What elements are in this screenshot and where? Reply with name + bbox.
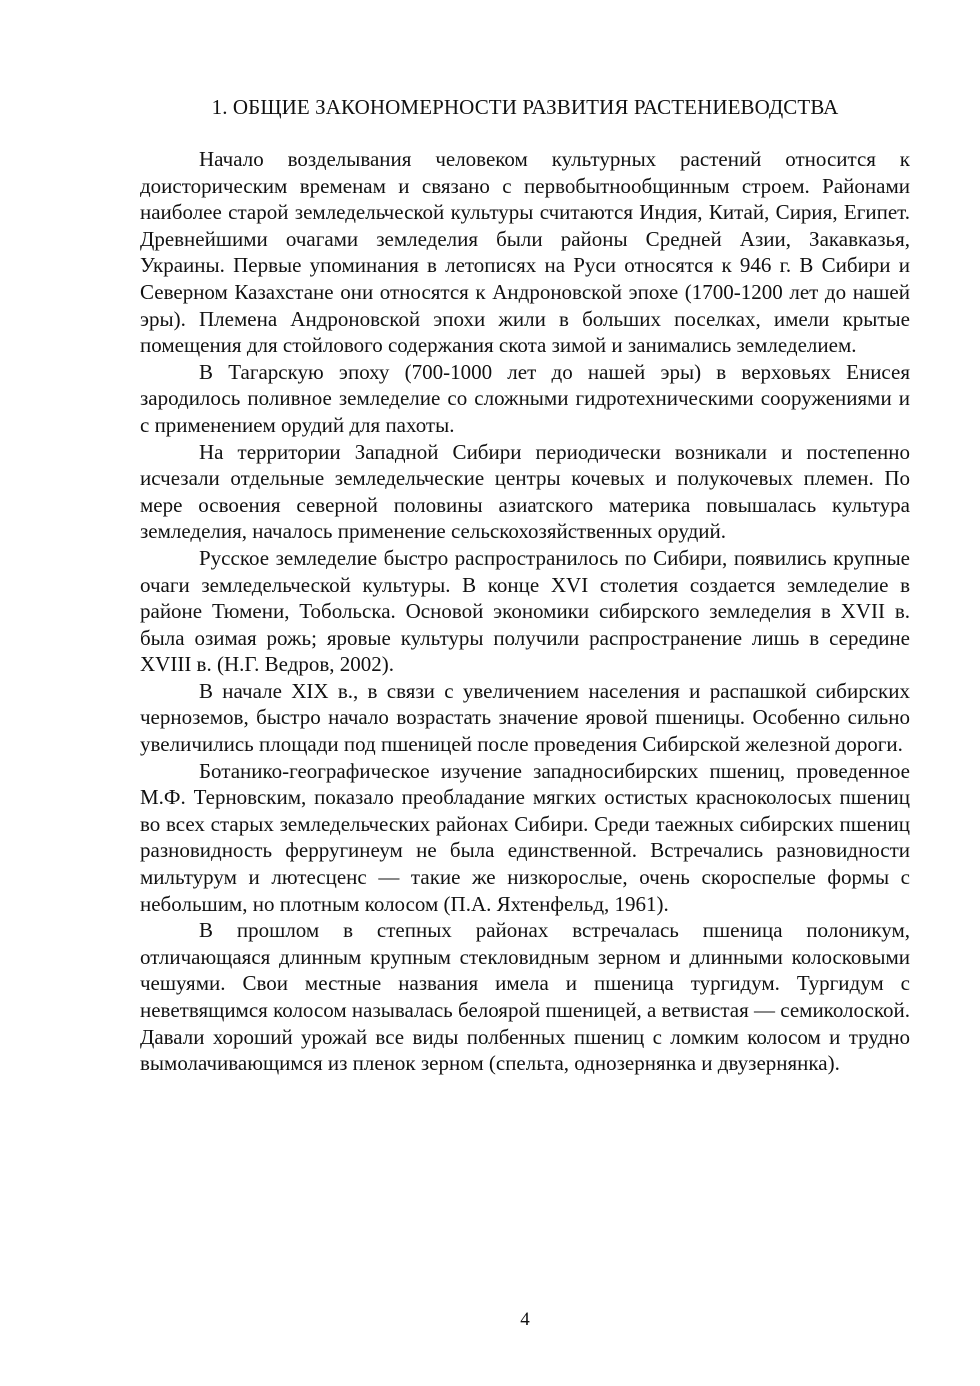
paragraph-7: В прошлом в степных районах встречалась пшеница полоникум, отличающаяся длинным крупным стекловидным зерном и длинными колосковыми чешуями. Свои местные названия имела и пшеница тургидум. Тургидум с неветвящимся колосом называлась белоярой пшеницей, а ветвистая — семиколоской. Давали хороший урожай все виды полбенных пшениц с ломким колосом и трудно вымолачивающимся из пленок зерном (спельта, однозернянка и двузернянка). bbox=[140, 918, 910, 1076]
paragraph-3: На территории Западной Сибири периодически возникали и постепенно исчезали отдельные земледельческие центры кочевых и полукочевых племен. По мере освоения северной половины азиатского материка повышалась культура земледелия, началось применение сельскохозяйственных орудий. bbox=[140, 439, 910, 544]
paragraph-5: В начале XIX в., в связи с увеличением населения и распашкой сибирских черноземов, быстро начало возрастать значение яровой пшеницы. Особенно сильно увеличились площади под пшеницей после проведения Сибирской железной дороги. bbox=[140, 678, 910, 757]
paragraph-6: Ботанико-географическое изучение западносибирских пшениц, проведенное М.Ф. Терновским, показало преобладание мягких остистых красноколосых пшениц во всех старых земледельческих районах Сибири. Среди таежных сибирских пшениц разновидность ферругинеум не была единственной. Встречались разновидности мильтурум и лютесценс — такие же низкорослые, очень скороспелые формы с небольшим, но плотным колосом (П.А. Яхтенфельд, 1961). bbox=[140, 758, 910, 916]
section-heading: 1. ОБЩИЕ ЗАКОНОМЕРНОСТИ РАЗВИТИЯ РАСТЕНИЕВОДСТВА bbox=[211, 95, 839, 119]
paragraph-2: В Тагарскую эпоху (700-1000 лет до нашей эры) в верховьях Енисея зародилось поливное земледелие со сложными гидротехническими сооружениями и с применением орудий для пахоты. bbox=[140, 359, 910, 437]
page-number: 4 bbox=[520, 1309, 530, 1330]
paragraph-4: Русское земледелие быстро распространилось по Сибири, появились крупные очаги земледельческой культуры. В конце XVI столетия создается земледелие в районе Тюмени, Тобольска. Основой экономики сибирского земледелия в XVII в. была озимая рожь; яровые культуры получили распространение лишь в середине XVIII в. (Н.Г. Ведров, 2002). bbox=[140, 545, 910, 677]
paragraph-1: Начало возделывания человеком культурных растений относится к доисторическим временам и связано с первобытнообщинным строем. Районами наиболее старой земледельческой культуры считаются Индия, Китай, Сирия, Египет. Древнейшими очагами земледелия были районы Средней Азии, Закавказья, Украины. Первые упоминания в летописях на Руси относятся к 946 г. В Сибири и Северном Казахстане они относятся к Андроновской эпохе (1700-1200 лет до нашей эры). Племена Андроновской эпохи жили в больших поселках, имели крытые помещения для стойлового содержания скота зимой и занимались земледелием. bbox=[140, 147, 910, 358]
body-text bbox=[140, 146, 910, 1077]
